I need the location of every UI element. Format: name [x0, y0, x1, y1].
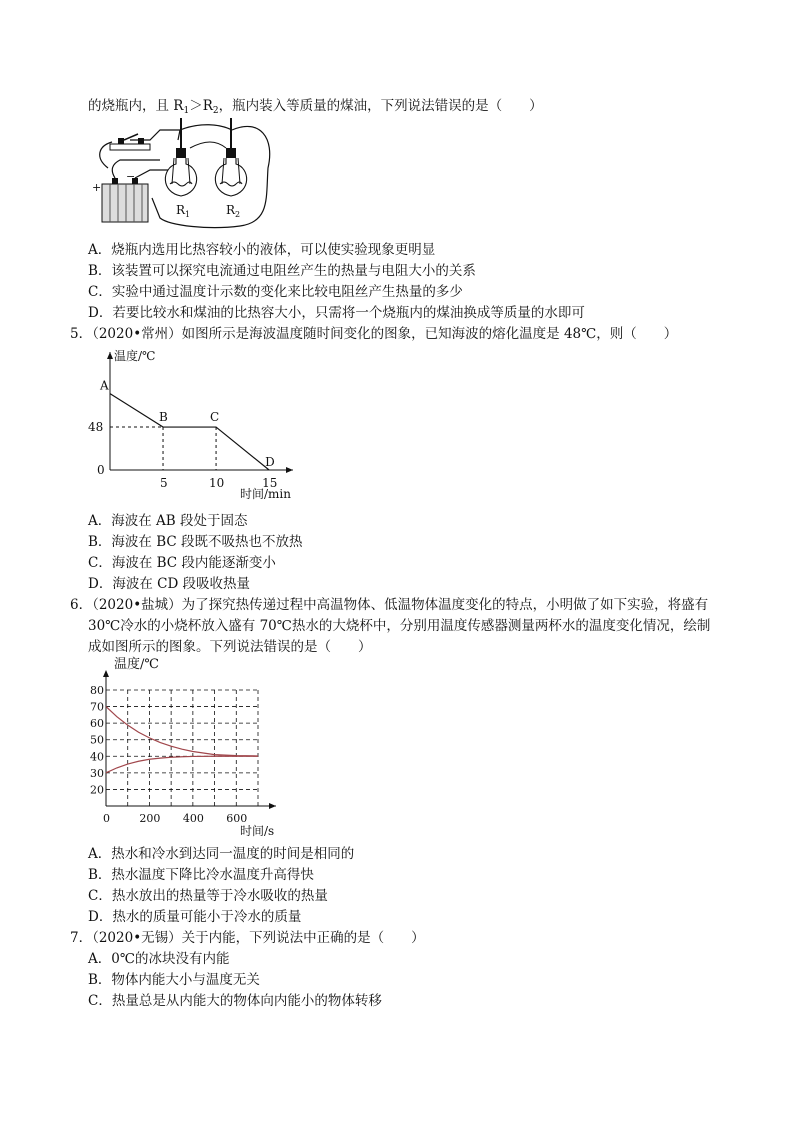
y-tick-label: 50	[90, 733, 104, 747]
q7-option-b: B．物体内能大小与温度无关	[88, 972, 260, 988]
x-axis-arrow	[269, 803, 276, 809]
q6-option-d: D．热水的质量可能小于冷水的质量	[88, 909, 302, 925]
chart-water-temperature	[84, 654, 294, 838]
chart-haibo-temperature	[90, 344, 310, 504]
point-label: A	[100, 378, 109, 393]
y-tick-label: 80	[90, 684, 104, 697]
series-line-cold-water	[106, 756, 258, 773]
y-tick-label: 60	[90, 717, 104, 731]
x-tick-label: 15	[262, 476, 278, 490]
label-r1: $R_1$	[176, 203, 191, 219]
series-line-haibo	[110, 394, 269, 470]
switch-icon	[110, 134, 150, 150]
x-tick-label: 600	[226, 812, 248, 825]
q6-option-c: C．热水放出的热量等于冷水吸收的热量	[88, 888, 328, 904]
q5-stem: 5．（2020•常州）如图所示是海波温度随时间变化的图象，已知海波的熔化温度是 48℃，则（ ）	[70, 326, 678, 342]
point-label: B	[159, 410, 168, 425]
q5-option-d: D．海波在 CD 段吸收热量	[88, 576, 251, 592]
point-label: D	[265, 455, 275, 469]
x-tick-label: 400	[182, 812, 204, 825]
y-tick-label: 30	[90, 766, 104, 780]
x-axis-label: 时间/min	[240, 487, 291, 501]
x-axis-label: 时间/s	[240, 824, 275, 838]
q7-option-c: C．热量总是从内能大的物体向内能小的物体转移	[88, 993, 382, 1009]
q5-option-a: A．海波在 AB 段处于固态	[88, 513, 248, 529]
q6-option-b: B．热水温度下降比冷水温度升高得快	[88, 867, 314, 883]
point-label: C	[210, 410, 220, 425]
y-axis-label: 温度/℃	[114, 657, 159, 672]
q4-option-d: D．若要比较水和煤油的比热容大小，只需将一个烧瓶内的煤油换成等质量的水即可	[88, 305, 585, 321]
origin-label: 0	[97, 463, 105, 477]
y-tick-label: 48	[88, 420, 104, 435]
q6-option-a: A．热水和冷水到达同一温度的时间是相同的	[88, 846, 355, 862]
q4-option-b: B．该装置可以探究电流通过电阻丝产生的热量与电阻大小的关系	[88, 263, 476, 279]
q4-stem: 的烧瓶内，且 $R_1>R_2$，瓶内装入等质量的煤油，下列说法错误的是（ ）	[88, 98, 543, 116]
q5-option-c: C．海波在 BC 段内能逐渐变小	[88, 555, 276, 571]
q5-option-b: B．海波在 BC 段既不吸热也不放热	[88, 534, 303, 550]
q6-stem-line2: 30℃冷水的小烧杯放入盛有 70℃热水的大烧杯中，分别用温度传感器测量两杯水的温度变化情况，绘制	[88, 618, 711, 634]
y-axis-arrow	[103, 670, 109, 677]
q7-stem: 7．（2020•无锡）关于内能，下列说法中正确的是（ ）	[70, 930, 425, 946]
flask-r2-icon	[215, 118, 246, 196]
battery-icon	[102, 178, 148, 222]
q6-stem-line3: 成如图所示的图象。下列说法错误的是（ ）	[88, 639, 372, 655]
y-tick-label: 70	[90, 700, 104, 714]
x-tick-label: 200	[139, 812, 161, 825]
x-tick-label: 0	[103, 812, 110, 825]
battery-minus-label: −	[126, 170, 136, 183]
x-tick-label: 10	[209, 476, 225, 490]
y-axis-label: 温度/℃	[114, 349, 156, 363]
circuit-figure	[90, 118, 280, 234]
q4-option-a: A．烧瓶内选用比热容较小的液体，可以使实验现象更明显	[88, 242, 436, 258]
q6-stem-line1: 6．（2020•盐城）为了探究热传递过程中高温物体、低温物体温度变化的特点，小明做了如下实验，将盛有	[70, 597, 709, 613]
q7-option-a: A．0℃的冰块没有内能	[88, 951, 230, 967]
x-axis-arrow	[286, 467, 293, 473]
y-axis-arrow	[107, 352, 113, 359]
x-tick-label: 5	[160, 476, 168, 490]
y-tick-label: 20	[90, 783, 104, 797]
series-line-hot-water	[106, 707, 258, 756]
battery-plus-label: +	[92, 181, 102, 194]
q4-option-c: C．实验中通过温度计示数的变化来比较电阻丝产生热量的多少	[88, 284, 463, 300]
y-tick-label: 40	[90, 750, 104, 764]
label-r2: $R_2$	[226, 203, 241, 219]
